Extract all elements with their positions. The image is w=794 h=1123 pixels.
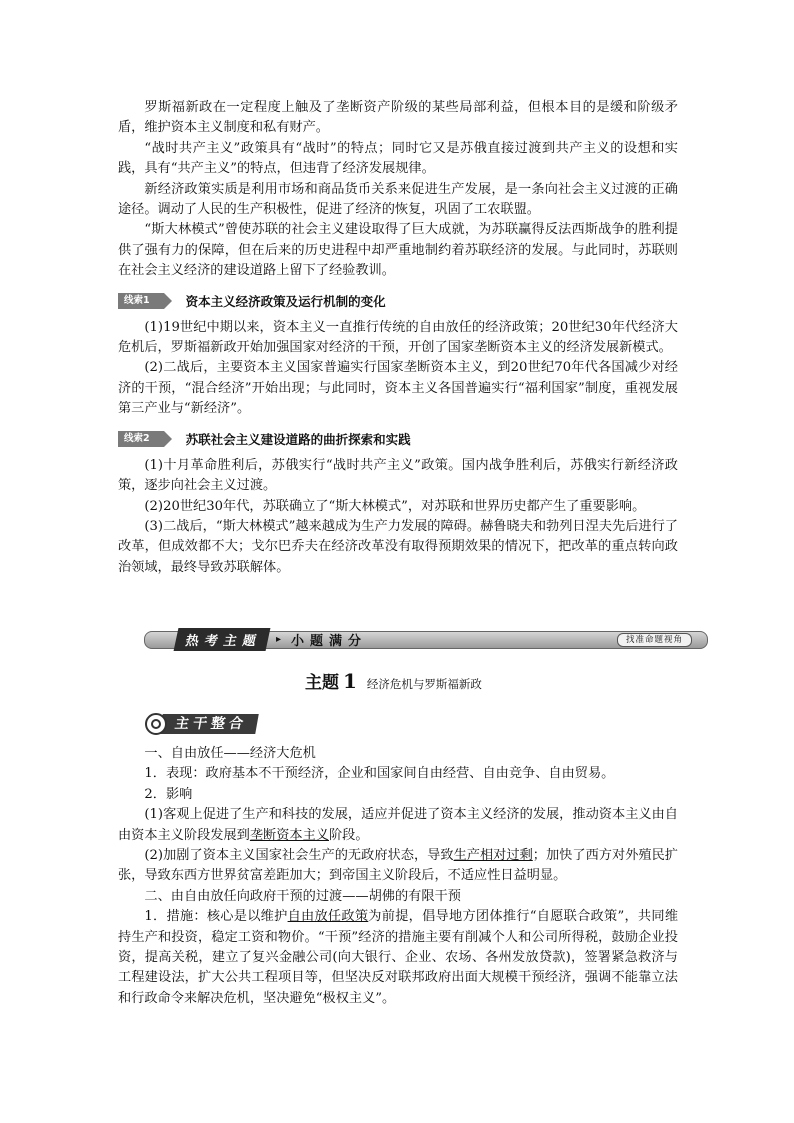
part-2-item-1-underline: 自由放任政策 <box>287 909 369 925</box>
part-1-sub-2-text-a: (2)加剧了资本主义国家社会生产的无政府状态，导致 <box>144 848 454 864</box>
topic-number: 1 <box>343 669 357 693</box>
intro-section <box>118 98 678 578</box>
part-1-sub-2 <box>118 846 678 887</box>
thread-2-paragraph-2: (2)20世纪30年代，苏联确立了“斯大林模式”，对苏联和世界历史都产生了重要影响。 <box>144 498 646 514</box>
thread-2-paragraph-1: (1)十月革命胜利后，苏俄实行“战时共产主义”政策。国内战争胜利后，苏俄实行新经济政策，逐步向社会主义过渡。 <box>118 457 678 494</box>
part-2-heading: 二、由自由放任向政府干预的过渡——胡佛的有限干预 <box>144 888 461 904</box>
topic-label: 主题 <box>305 673 339 693</box>
thread-2-header <box>118 430 678 448</box>
topic-body <box>118 744 678 1009</box>
intro-paragraph-1: 罗斯福新政在一定程度上触及了垄断资产阶级的某些局部利益，但根本目的是缓和阶级矛盾，维护资本主义制度和私有财产。 <box>118 100 678 136</box>
thread-1-paragraph-2: (2)二战后，主要资本主义国家普遍实行国家垄断资本主义，到20世纪70年代各国减少对经济的干预，“混合经济”开始出现；与此同时，资本主义各国普遍实行“福利国家”制度，重视发展第三产业与“新经济”。 <box>118 360 678 417</box>
section-tag <box>145 713 269 735</box>
banner-hot-label: 热考主题 <box>174 628 271 651</box>
part-1-item-2: 2．影响 <box>144 786 193 802</box>
thread-1-paragraph-1: (1)19世纪中期以来，资本主义一直推行传统的自由放任的经济政策；20世纪30年代经济大危机后，罗斯福新政开始加强国家对经济的干预，开创了国家垄断资本主义的经济发展新模式。 <box>118 319 678 356</box>
topic-title <box>305 668 482 693</box>
part-1-sub-2-text-b: ；加快了西方对外殖民扩张，导致东西方世界贫富差距加大；到帝国主义阶段后，不适应性日益明显。 <box>118 848 678 884</box>
thread-1-header <box>118 292 678 310</box>
banner-right-label: 找准命题视角 <box>617 633 692 647</box>
intro-paragraph-2: “战时共产主义”政策具有“战时”的特点；同时它又是苏俄直接过渡到共产主义的设想和实践，具有“共产主义”的特点，但违背了经济发展规律。 <box>118 140 678 177</box>
hot-topic-banner <box>144 628 706 650</box>
thread-2-tag: 线索2 <box>118 431 164 447</box>
topic-subtitle: 经济危机与罗斯福新政 <box>366 677 482 691</box>
part-1-sub-2-underline: 生产相对过剩 <box>453 848 533 864</box>
banner-sub-label: 小题满分 <box>291 633 368 649</box>
part-2-item-1-text-b: 为前提，倡导地方团体推行“自愿联合政策”，共同维持生产和投资，稳定工资和物价。“干预”经济的措施主要有削减个人和公司所得税，鼓励企业投资，提高关税，建立了复兴金融公司(向大银行、企业、农场、各州发放贷款)，签署紧急救济与工程建设法，扩大公共工程项目等，但坚决反对联邦政府出面大规模干预经济，强调不能靠立法和行政命令来解决危机，坚决避免“极权主义”。 <box>118 909 679 1006</box>
thread-1-title: 资本主义经济政策及运行机制的变化 <box>185 293 386 309</box>
part-2-item-1-text-a: 1．措施：核心是以维护 <box>144 909 288 925</box>
part-1-sub-1-text-a: (1)客观上促进了生产和科技的发展，适应并促进了资本主义经济的发展，推动资本主义由自由资本主义阶段发展到 <box>118 807 678 843</box>
part-2-item-1 <box>118 907 678 1009</box>
banner-triangle-icon: ▸ <box>276 633 282 645</box>
thread-2-tag-arrow-icon <box>164 431 172 447</box>
intro-paragraph-3: 新经济政策实质是利用市场和商品货币关系来促进生产发展，是一条向社会主义过渡的正确途径。调动了人民的生产积极性，促进了经济的恢复，巩固了工农联盟。 <box>118 181 678 218</box>
part-1-sub-1 <box>118 805 678 846</box>
thread-1-tag: 线索1 <box>118 293 164 309</box>
thread-2-title: 苏联社会主义建设道路的曲折探索和实践 <box>185 431 411 447</box>
part-1-item-1: 1．表现：政府基本不干预经济，企业和国家间自由经营、自由竞争、自由贸易。 <box>144 766 615 782</box>
part-1-sub-1-text-b: 阶段。 <box>329 827 369 843</box>
thread-1-tag-arrow-icon <box>164 293 172 309</box>
thread-2-paragraph-3: (3)二战后，“斯大林模式”越来越成为生产力发展的障碍。赫鲁晓夫和勃列日涅夫先后进行了改革，但成效都不大；戈尔巴乔夫在经济改革没有取得预期效果的情况下，把改革的重点转向政治领域，最终导致苏联解体。 <box>118 518 678 575</box>
target-icon <box>145 713 167 735</box>
section-label: 主干整合 <box>159 714 259 734</box>
part-1-sub-1-underline: 垄断资本主义 <box>249 827 329 843</box>
part-1-heading: 一、自由放任——经济大危机 <box>144 746 316 761</box>
banner-left <box>176 628 367 650</box>
intro-paragraph-4: “斯大林模式”曾使苏联的社会主义建设取得了巨大成就，为苏联赢得反法西斯战争的胜利提供了强有力的保障，但在后来的历史进程中却严重地制约着苏联经济的发展。与此同时，苏联则在社会主义经济的建设道路上留下了经验教训。 <box>118 222 678 279</box>
